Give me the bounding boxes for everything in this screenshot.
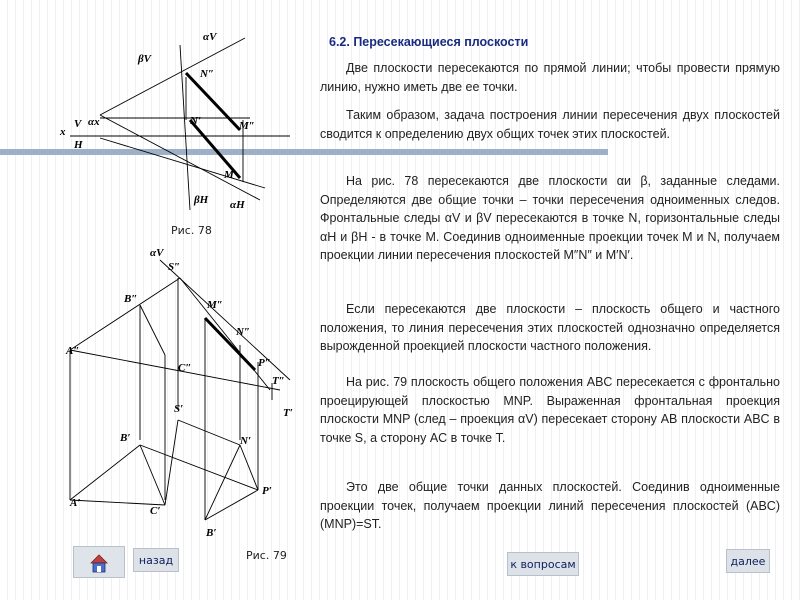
label-p2: P″: [258, 357, 271, 369]
mn-top: [205, 445, 240, 520]
label-alpha-x: αx: [88, 116, 100, 128]
label-n2: N″: [200, 68, 215, 80]
ac-front: [70, 350, 280, 390]
label-alpha-v-79: αV: [150, 247, 164, 259]
label-a1: A′: [70, 497, 81, 509]
paragraph-3-text: На рис. 78 пересекаются две плоскости αи β, заданные следами. Определяются две общие точки – точки пересечения одноименных следов. Фронтальные следы αV и βV пересекаются в точке N, горизонтальные следы αH и βH - в точке M. Соединив одноименные проекции точек M и N, получаем проекции линии пересечения плоскостей M″N″ и M′N′.: [320, 174, 780, 262]
label-h: H: [74, 139, 83, 151]
label-p1: P′: [262, 485, 272, 497]
ab-top: [70, 445, 140, 500]
paragraph-1: [320, 59, 780, 96]
sn-top: [178, 420, 240, 445]
figure-78-caption: Рис. 78: [171, 224, 212, 237]
paragraph-2-text: Таким образом, задача построения линии пересечения двух плоскостей сводится к определению двух общих точек этих плоскостей.: [320, 108, 780, 141]
label-v: V: [74, 118, 82, 130]
paragraph-5: [320, 373, 780, 447]
label-alpha-h: αH: [230, 199, 245, 211]
to-questions-button[interactable]: к вопросам: [507, 552, 579, 576]
label-n1: N′: [190, 115, 202, 127]
bc-front: [140, 305, 165, 355]
np-top: [240, 445, 258, 490]
paragraph-2: [320, 106, 780, 143]
mp-top: [205, 490, 258, 520]
figure-79-caption: Рис. 79: [246, 549, 287, 562]
label-m1: M′: [224, 169, 237, 181]
paragraph-6: [320, 478, 780, 534]
paragraph-5-text: На рис. 79 плоскость общего положения ABC пересекается с фронтально проецирующей плоскостью MNP. Выраженная фронтальная проекция плоскости MNP (след – проекция αV) пересекает сторону AB плоскости ABC в точке S, а сторону AC в точке T.: [320, 375, 780, 445]
paragraph-4: [320, 300, 780, 356]
st-top: [165, 420, 178, 505]
paragraph-1-text: Две плоскости пересекаются по прямой линии; чтобы провести прямую линию, нужно иметь две ее точки.: [320, 61, 780, 94]
label-alpha-v: αV: [203, 31, 217, 43]
paragraph-6-text: Это две общие точки данных плоскостей. Соединив одноименные проекции точек, получаем проекции линий пересечения плоскостей (ABC)(MNP)=ST.: [320, 480, 780, 531]
label-s1: S′: [174, 403, 184, 415]
paragraph-3: [320, 172, 780, 265]
label-beta-h: βH: [194, 194, 209, 206]
bc-top: [140, 445, 165, 505]
home-button[interactable]: [73, 546, 125, 578]
bp-top: [140, 445, 258, 490]
figure-79: [0, 0, 320, 560]
label-c2: C″: [178, 362, 192, 374]
label-m2: M″: [239, 120, 255, 132]
label-b1: B′: [120, 432, 131, 444]
page-title: 6.2. Пересекающиеся плоскости: [329, 35, 529, 49]
label-n1-79: N′: [240, 435, 252, 447]
home-icon: [74, 547, 124, 577]
label-beta-v: βV: [138, 53, 151, 65]
label-m2-79: M″: [207, 299, 223, 311]
ab-front: [70, 278, 180, 350]
label-t2: T″: [272, 375, 285, 387]
label-c1: C′: [150, 505, 161, 517]
label-b1-lower: B′: [206, 527, 217, 539]
label-t1: T′: [283, 407, 293, 419]
next-button[interactable]: далее: [726, 549, 770, 573]
label-x: x: [60, 126, 66, 138]
label-n2-79: N″: [236, 326, 251, 338]
label-b2: B″: [124, 293, 138, 305]
label-a2: A″: [66, 345, 80, 357]
label-s2: S″: [168, 261, 181, 273]
back-button[interactable]: назад: [133, 548, 179, 572]
paragraph-4-text: Если пересекаются две плоскости – плоскость общего и частного положения, то линия пересечения этих плоскостей однозначно определяется вырожденной проекцией плоскости частного положения.: [320, 302, 780, 353]
